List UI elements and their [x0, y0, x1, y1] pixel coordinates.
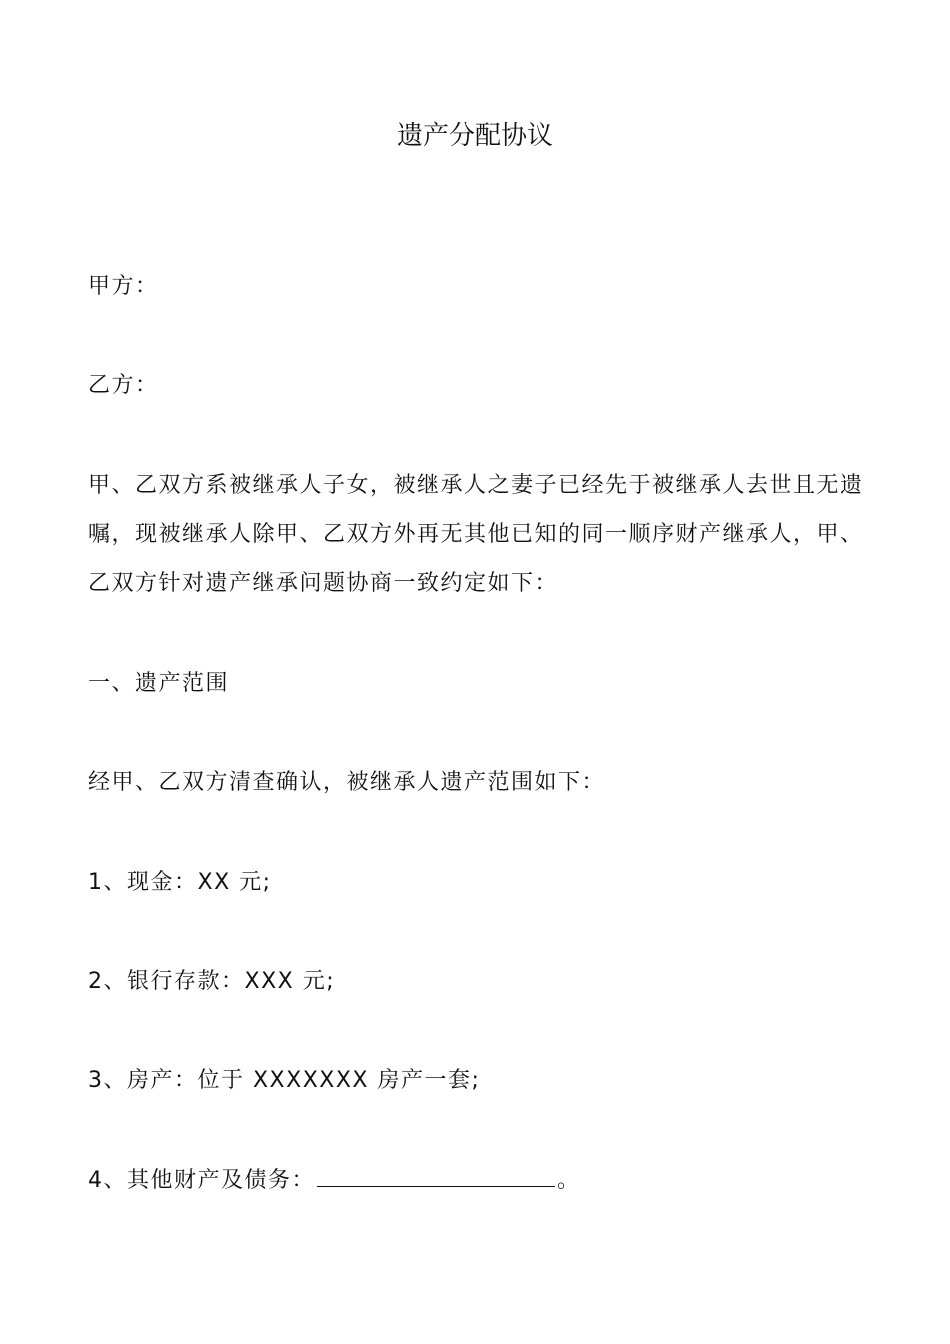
fill-in-blank [317, 1164, 555, 1187]
section1-intro: 经甲、乙双方清查确认，被继承人遗产范围如下： [88, 770, 606, 795]
item-other-assets-end: 。 [557, 1168, 581, 1193]
item-cash: 1、现金：XX 元; [88, 870, 272, 895]
item-other-assets-label: 4、其他财产及债务： [88, 1168, 315, 1193]
document-title: 遗产分配协议 [396, 121, 553, 151]
item-bank-deposit: 2、银行存款：XXX 元; [88, 969, 336, 994]
intro-paragraph: 甲、乙双方系被继承人子女，被继承人之妻子已经先于被继承人去世且无遗嘱，现被继承人除甲、乙双方外再无其他已知的同一顺序财产继承人，甲、乙双方针对遗产继承问题协商一致约定如下： [88, 473, 864, 596]
section1-heading: 一、遗产范围 [88, 671, 230, 696]
party-b-line: 乙方： [88, 373, 159, 398]
item-property: 3、房产：位于 XXXXXXX 房产一套; [88, 1068, 481, 1093]
item-other-assets [88, 1156, 878, 1205]
party-a-line: 甲方： [88, 274, 159, 299]
